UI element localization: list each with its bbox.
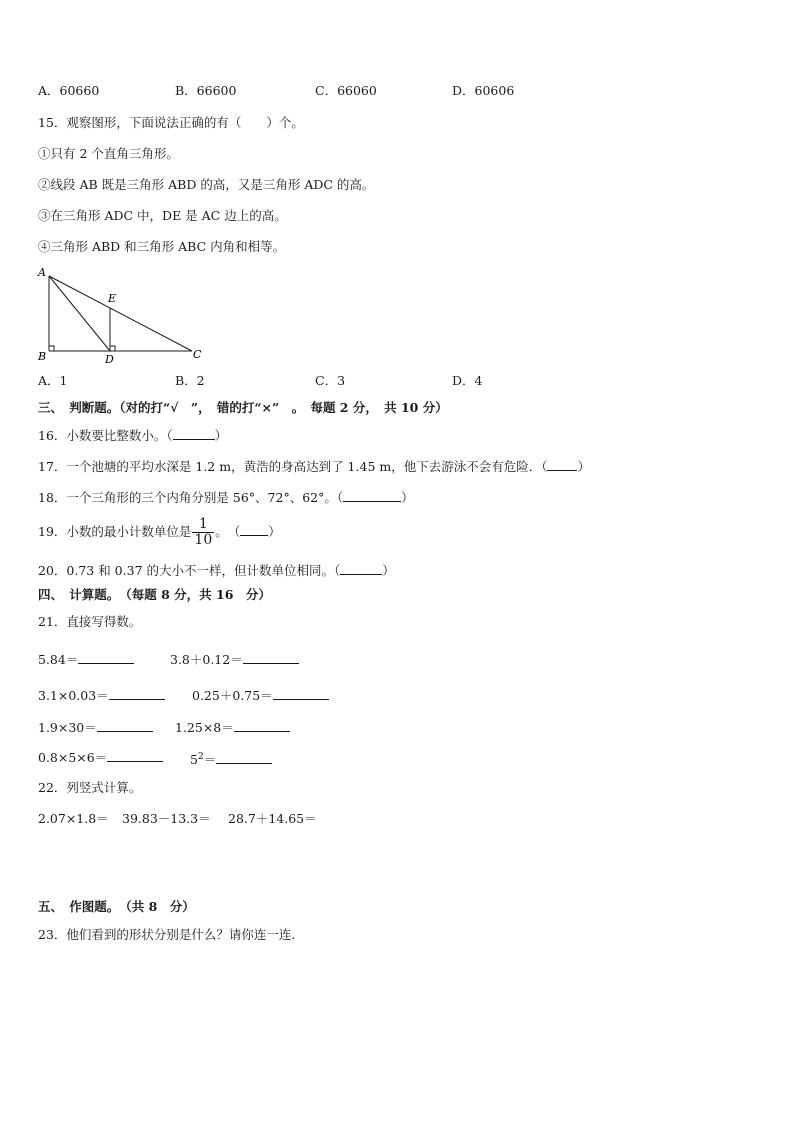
q21-blank-7[interactable] — [107, 748, 163, 762]
q21-expr-8: $5^2=$ — [190, 748, 272, 769]
q14-option-a[interactable]: A．60660 — [38, 83, 100, 98]
q15-stem: 15．观察图形，下面说法正确的有（ ）个。 — [38, 115, 304, 130]
q16 — [38, 426, 227, 445]
q21-blank-4[interactable] — [273, 686, 329, 700]
q20-text: 20．0.73 和 0.37 的大小不一样，但计数单位相同。（ — [38, 563, 341, 578]
q21-expr-3: 3.1×0.03＝ — [38, 686, 165, 705]
q17-close: ） — [577, 459, 590, 474]
q15-option-d[interactable]: D．4 — [452, 373, 483, 388]
q20 — [38, 561, 395, 580]
section-3-title: 三、 判断题。（对的打“√ ”， 错的打“×” 。 每题 2 分， 共 10 分） — [38, 400, 448, 415]
q15-statement-4: ④三角形 ABD 和三角形 ABC 内角和相等。 — [38, 239, 286, 254]
q15-option-c[interactable]: C．3 — [315, 373, 346, 388]
right-angle-b — [49, 346, 54, 351]
q19-after: 。 （ — [215, 524, 241, 539]
q15-statement-2: ②线段 AB 既是三角形 ABD 的高，又是三角形 ADC 的高。 — [38, 177, 375, 192]
q22-stem: 22．列竖式计算。 — [38, 780, 142, 795]
q17 — [38, 457, 590, 476]
q19-fraction-numerator: 1 — [192, 517, 214, 533]
q22-expr-2: 39.83－13.3＝ — [122, 811, 211, 826]
label-d: D — [105, 353, 114, 366]
q21-exponent: 2 — [197, 752, 204, 762]
segment-ac — [49, 276, 192, 351]
label-a: A — [38, 266, 46, 279]
q22-expr-1: 2.07×1.8＝ — [38, 811, 109, 826]
q15-option-a[interactable]: A．1 — [38, 373, 68, 388]
q19-close: ） — [268, 524, 281, 539]
label-b: B — [38, 350, 47, 363]
q16-text: 16．小数要比整数小。（ — [38, 428, 173, 443]
q19-fraction-denominator: 10 — [194, 532, 213, 548]
q14-option-b[interactable]: B．66600 — [175, 83, 237, 98]
q14-option-d[interactable]: D．60606 — [452, 83, 515, 98]
q21-expr-6: 1.25×8＝ — [175, 718, 290, 737]
q19 — [38, 514, 281, 550]
q21-blank-5[interactable] — [97, 718, 153, 732]
q19-text: 19．小数的最小计数单位是 — [38, 524, 192, 539]
q15-statement-1: ①只有 2 个直角三角形。 — [38, 146, 179, 161]
q19-fraction — [192, 517, 214, 548]
q21-blank-2[interactable] — [243, 650, 299, 664]
q21-blank-3[interactable] — [109, 686, 165, 700]
q21-expr-1: 5.84＝ — [38, 650, 134, 669]
q17-text: 17．一个池塘的平均水深是 1.2 m，黄浩的身高达到了 1.45 m，他下去游泳不会有危险．（ — [38, 459, 548, 474]
q15-triangle-figure — [34, 264, 209, 368]
q16-close: ） — [214, 428, 228, 443]
q22-expr-3: 28.7＋14.65＝ — [228, 811, 317, 826]
segment-ad — [49, 276, 110, 351]
q21-blank-1[interactable] — [78, 650, 134, 664]
q14-option-c[interactable]: C．66060 — [315, 83, 377, 98]
q20-answer-blank[interactable] — [340, 561, 382, 575]
section-4-title: 四、 计算题。 （每题 8 分，共 16 分） — [38, 587, 271, 602]
q19-answer-blank[interactable] — [240, 522, 268, 536]
q17-answer-blank[interactable] — [547, 457, 577, 471]
q21-expr-4: 0.25＋0.75＝ — [192, 686, 329, 705]
label-c: C — [193, 348, 202, 361]
q21-stem: 21．直接写得数。 — [38, 614, 142, 629]
q18 — [38, 488, 414, 507]
label-e: E — [108, 292, 117, 305]
q21-blank-8[interactable] — [216, 750, 272, 764]
section-5-title: 五、 作图题。 （共 8 分） — [38, 899, 195, 914]
q21-expr-2: 3.8＋0.12＝ — [170, 650, 299, 669]
q18-close: ） — [401, 490, 414, 505]
q21-blank-6[interactable] — [234, 718, 290, 732]
q16-answer-blank[interactable] — [173, 426, 215, 440]
q15-statement-3: ③在三角形 ADC 中，DE 是 AC 边上的高。 — [38, 208, 287, 223]
q18-text: 18．一个三角形的三个内角分别是 56°、72°、62°。（ — [38, 490, 344, 505]
q23-stem: 23．他们看到的形状分别是什么？请你连一连． — [38, 927, 304, 942]
q21-expr-5: 1.9×30＝ — [38, 718, 153, 737]
q21-expr-7: 0.8×5×6＝ — [38, 748, 163, 767]
q18-answer-blank[interactable] — [343, 488, 401, 502]
right-angle-d — [110, 346, 115, 351]
q15-option-b[interactable]: B．2 — [175, 373, 205, 388]
q20-close: ） — [382, 563, 395, 578]
